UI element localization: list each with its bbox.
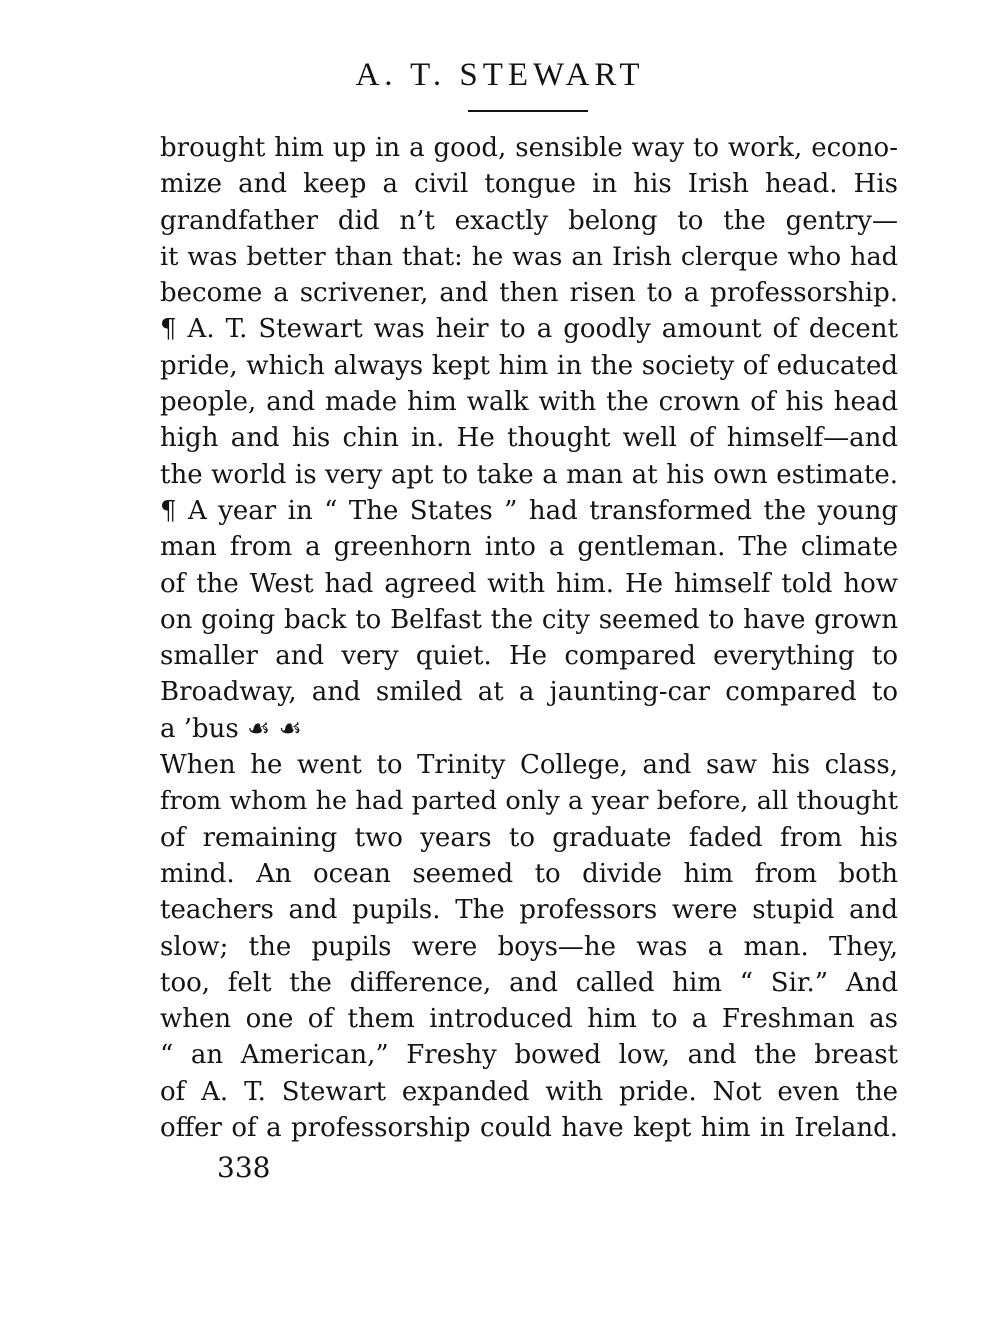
text-line: slow; the pupils were boys—he was a man. They, (160, 931, 898, 962)
text-line: it was better than that: he was an Irish clerque who had (160, 241, 898, 272)
text-line: when one of them introduced him to a Freshman as (160, 1004, 898, 1035)
text-line: brought him up in a good, sensible way to work, econo- (160, 133, 898, 163)
text-line: When he went to Trinity College, and saw his class, (160, 750, 898, 781)
text-line: high and his chin in. He thought well of himself—and (160, 423, 898, 454)
text-line: “ an American,” Freshy bowed low, and the breast (160, 1040, 898, 1071)
header-rule (468, 110, 588, 112)
paragraph-end-line: a ’bus ☙ ☙ (160, 713, 302, 744)
text-line: of the West had agreed with him. He himself told how (160, 568, 898, 599)
text-line: too, felt the difference, and called him “ Sir.” And (160, 967, 898, 998)
text-line: of A. T. Stewart expanded with pride. Not even the (160, 1076, 898, 1107)
text-line: on going back to Belfast the city seemed to have grown (160, 604, 898, 635)
text-line: ¶ A. T. Stewart was heir to a goodly amount of decent (160, 314, 898, 345)
text-line: from whom he had parted only a year before, all thought (160, 786, 898, 817)
text-line: mize and keep a civil tongue in his Irish head. His (160, 169, 898, 200)
text-line: offer of a professorship could have kept him in Ireland. (160, 1113, 898, 1144)
text-line: Broadway, and smiled at a jaunting-car compared to (160, 677, 898, 708)
text-line: teachers and pupils. The professors were stupid and (160, 895, 898, 926)
text-line: become a scrivener, and then risen to a professorship. (160, 278, 898, 309)
text-line: pride, which always kept him in the society of educated (160, 350, 898, 381)
text-line: of remaining two years to graduate faded from his (160, 822, 898, 853)
text-line: mind. An ocean seemed to divide him from both (160, 858, 898, 889)
text-line: people, and made him walk with the crown of his head (160, 387, 898, 418)
body-text (160, 130, 898, 1146)
text-line: the world is very apt to take a man at his own estimate. (160, 459, 898, 490)
page-number: 338 (217, 1151, 271, 1184)
text-line: man from a greenhorn into a gentleman. The climate (160, 532, 898, 563)
text-line: grandfather did n’t exactly belong to the gentry— (160, 205, 898, 236)
text-line: smaller and very quiet. He compared everything to (160, 641, 898, 672)
running-head: A. T. STEWART (355, 57, 645, 93)
text-line: ¶ A year in “ The States ” had transformed the young (160, 495, 898, 526)
